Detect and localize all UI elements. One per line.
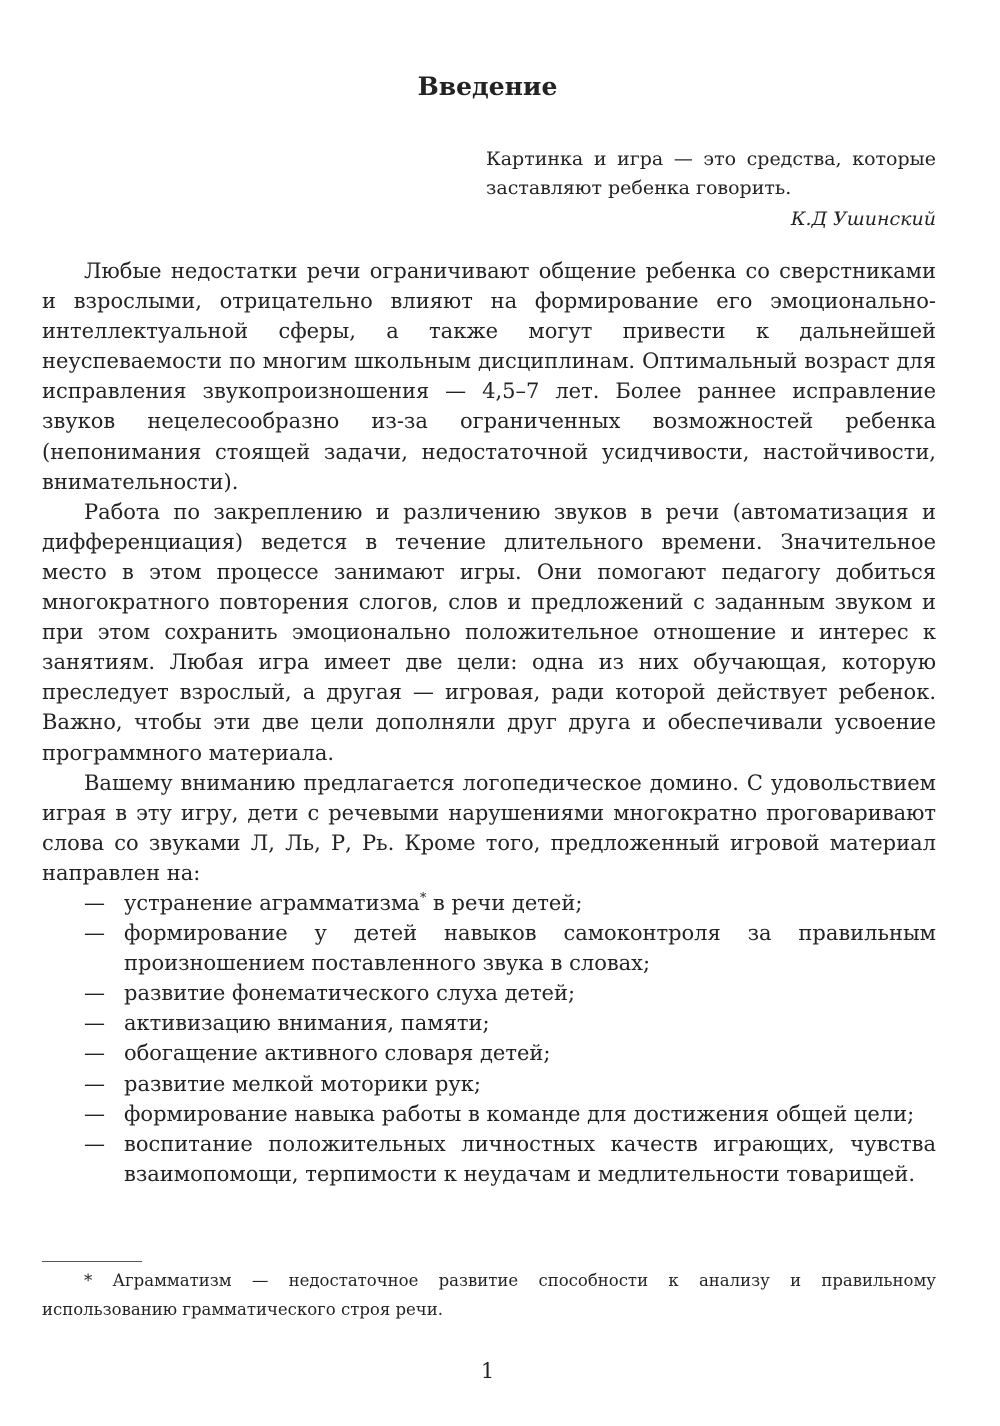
list-dash: — xyxy=(84,1041,105,1066)
list-item-text: формирование у детей навыков самоконтроля за правильным произношением поставленного звука в словах; xyxy=(124,921,936,976)
list-item-text: воспитание положительных личностных качеств играющих, чувства взаимопомощи, терпимости к неудачам и медлительности товарищей. xyxy=(124,1131,936,1186)
list-dash: — xyxy=(84,1011,105,1036)
list-item xyxy=(42,1038,936,1068)
epigraph-text: Картинка и игра — это средства, которые заставляют ребенка говорить. xyxy=(486,148,936,199)
epigraph xyxy=(486,145,936,234)
footnote: * Аграмматизм — недостаточное развитие способности к анализу и правильному использованию грамматического строя речи. xyxy=(42,1271,936,1319)
list-item-text: развитие фонематического слуха детей; xyxy=(124,981,576,1006)
list-item-text: развитие мелкой моторики рук; xyxy=(124,1071,481,1096)
list-item xyxy=(42,1008,936,1038)
list-item-text: активизацию внимания, памяти; xyxy=(124,1011,490,1036)
list-item-text: устранение аграмматизма xyxy=(124,890,420,915)
list-item xyxy=(42,1069,936,1099)
list-item-text: обогащение активного словаря детей; xyxy=(124,1041,551,1066)
goals-list xyxy=(42,888,936,1189)
list-item xyxy=(42,1099,936,1129)
body-text xyxy=(42,256,936,1189)
list-dash: — xyxy=(84,1101,105,1126)
list-dash: — xyxy=(84,1071,105,1096)
paragraph: Любые недостатки речи ограничивают общение ребенка со сверстниками и взрослыми, отрицательно влияют на формирование его эмоционально-интеллектуальной сферы, а также могут привести к дальнейшей неуспеваемости по многим школьным дисциплинам. Оптимальный возраст для исправления звукопроизношения — 4,5–7 лет. Более раннее исправление звуков нецелесообразно из-за ограниченных возможностей ребенка (непонимания стоящей задачи, недостаточной усидчивости, настойчивости, внимательности). xyxy=(42,259,936,494)
footnote-mark: * xyxy=(419,890,427,906)
footnote-divider xyxy=(42,1261,142,1262)
list-item xyxy=(42,978,936,1008)
list-item-text-after: в речи детей; xyxy=(426,890,583,915)
list-item-text: формирование навыка работы в команде для достижения общей цели; xyxy=(124,1101,915,1126)
list-item xyxy=(42,1129,936,1189)
page-number: 1 xyxy=(480,1359,495,1383)
list-item xyxy=(42,888,936,918)
list-dash: — xyxy=(84,890,105,915)
list-dash: — xyxy=(84,1131,105,1156)
paragraph: Работа по закреплению и различению звуков в речи (автоматизация и дифференциация) ведется в течение длительного времени. Значительное место в этом процессе занимают игры. Они помогают педагогу добиться многократного повторения слогов, слов и предложений с заданным звуком и при этом сохранить эмоционально положительное отношение и интерес к занятиям. Любая игра имеет две цели: одна из них обучающая, которую преследует взрослый, а другая — игровая, ради которой действует ребенок. Важно, чтобы эти две цели дополняли друг друга и обеспечивали усвоение программного материала. xyxy=(42,499,936,765)
page-title: Введение xyxy=(417,72,558,101)
list-dash: — xyxy=(84,981,105,1006)
list-dash: — xyxy=(84,921,105,946)
epigraph-author: К.Д Ушинский xyxy=(790,208,936,230)
list-item xyxy=(42,918,936,978)
paragraph: Вашему вниманию предлагается логопедическое домино. С удовольствием играя в эту игру, дети с речевыми нарушениями многократно проговаривают слова со звуками Л, Ль, Р, Рь. Кроме того, предложенный игровой материал направлен на: xyxy=(42,770,936,885)
